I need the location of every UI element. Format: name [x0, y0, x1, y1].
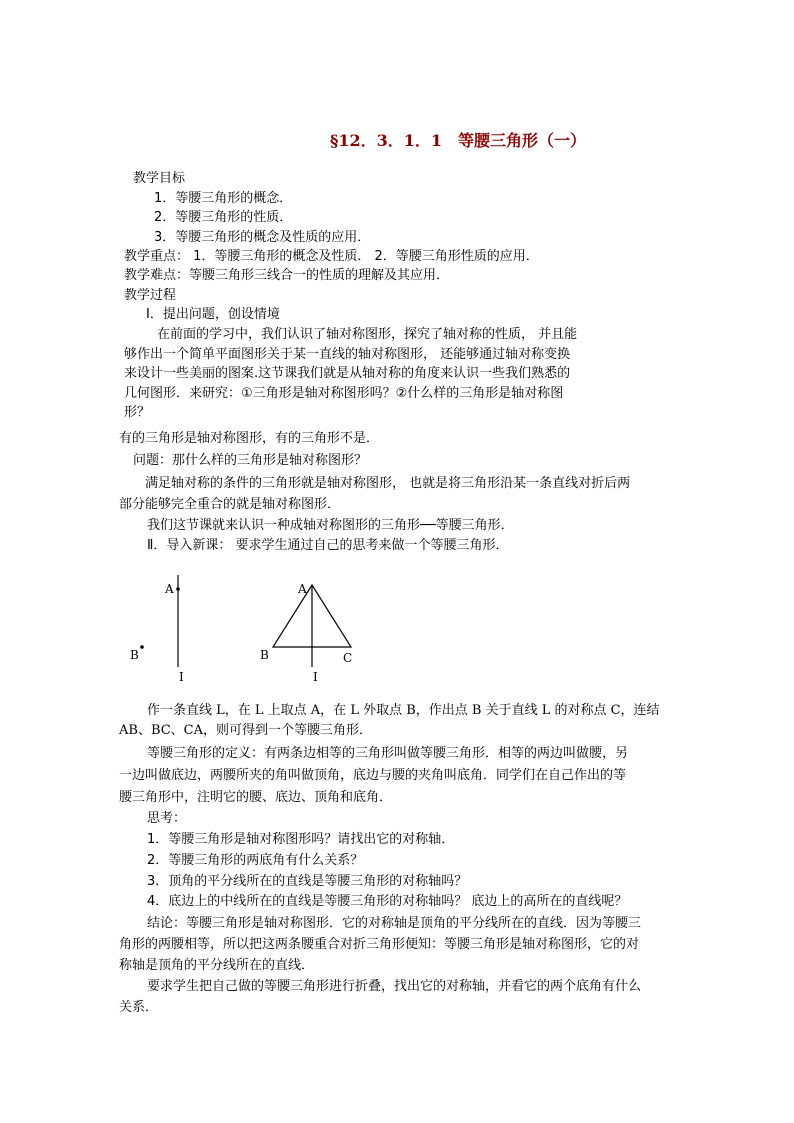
label-b-right: B	[260, 648, 269, 662]
label-b-left: B	[130, 648, 139, 662]
construction-line: AB、BC、CA，则可得到一个等腰三角形．	[119, 723, 373, 738]
section-1-heading: Ⅰ．提出问题，创设情境	[146, 307, 280, 322]
goals-heading: 教学目标	[133, 171, 186, 186]
key-points: 教学重点： 1．等腰三角形的概念及性质． 2．等腰三角形性质的应用．	[124, 249, 539, 264]
conclusion-line: 称轴是顶角的平分线所在的直线．	[119, 958, 315, 973]
point-a-left	[176, 587, 180, 591]
definition-line: 一边叫做底边，两腰所夹的角叫做顶角，底边与腰的夹角叫底角．同学们在自己作出的等	[119, 768, 627, 783]
think-item: 4．底边上的中线所在的直线是等腰三角形的对称轴吗？ 底边上的高所在的直线呢？	[147, 894, 628, 909]
section-2-heading: Ⅱ．导入新课： 要求学生通过自己的思考来做一个等腰三角形．	[147, 538, 509, 553]
point-b-left	[140, 645, 144, 649]
conclusion-line: 结论：等腰三角形是轴对称图形．它的对称轴是顶角的平分线所在的直线．因为等腰三	[147, 916, 642, 931]
think-item: 2．等腰三角形的两底角有什么关系？	[147, 853, 364, 868]
goal-item: 2．等腰三角形的性质．	[154, 210, 293, 225]
paragraph-line: 部分能够完全重合的就是轴对称图形．	[119, 497, 341, 512]
construction-figure	[120, 570, 380, 685]
paragraph-line: 在前面的学习中，我们认识了轴对称图形，探究了轴对称的性质， 并且能	[157, 327, 578, 342]
definition-line: 腰三角形中，注明它的腰、底边、顶角和底角．	[119, 790, 393, 805]
goal-item: 3．等腰三角形的概念及性质的应用．	[154, 230, 371, 245]
paragraph-line: 形？	[124, 405, 151, 420]
label-a-right: A	[298, 582, 307, 596]
label-c-right: C	[343, 651, 353, 665]
definition-line: 等腰三角形的定义：有两条边相等的三角形叫做等腰三角形．相等的两边叫做腰，另	[147, 746, 629, 761]
question-line: 问题：那什么样的三角形是轴对称图形？	[133, 453, 368, 468]
goal-item: 1．等腰三角形的概念．	[154, 191, 293, 206]
label-i-right: I	[313, 670, 318, 684]
fold-line: 关系．	[119, 1000, 159, 1015]
page-title: §12．3．1．1 等腰三角形（一）	[330, 131, 587, 150]
label-a-left: A	[165, 582, 174, 596]
difficulty: 教学难点：等腰三角形三线合一的性质的理解及其应用．	[124, 268, 450, 283]
paragraph-line: 满足轴对称的条件的三角形就是轴对称图形， 也就是将三角形沿某一条直线对折后两	[145, 476, 631, 491]
fold-line: 要求学生把自己做的等腰三角形进行折叠，找出它的对称轴，并看它的两个底角有什么	[147, 979, 642, 994]
answer-line: 有的三角形是轴对称图形，有的三角形不是．	[119, 431, 380, 446]
think-heading: 思考：	[147, 811, 187, 826]
paragraph-line: 来设计一些美丽的图案.这节课我们就是从轴对称的角度来认识一些我们熟悉的	[124, 366, 571, 381]
intro-line: 我们这节课就来认识一种成轴对称图形的三角形──等腰三角形．	[147, 518, 514, 533]
think-item: 1．等腰三角形是轴对称图形吗？请找出它的对称轴．	[147, 832, 455, 847]
paragraph-line: 够作出一个简单平面图形关于某一直线的轴对称图形， 还能够通过轴对称变换	[124, 347, 571, 362]
process-heading: 教学过程	[124, 288, 177, 303]
label-i-left: I	[179, 670, 184, 684]
think-item: 3．顶角的平分线所在的直线是等腰三角形的对称轴吗？	[147, 874, 468, 889]
paragraph-line: 几何图形．来研究：①三角形是轴对称图形吗？②什么样的三角形是轴对称图	[124, 386, 564, 401]
conclusion-line: 角形的两腰相等，所以把这两条腰重合对折三角形便知：等腰三角形是轴对称图形，它的对	[119, 937, 640, 952]
construction-line: 作一条直线 L，在 L 上取点 A，在 L 外取点 B，作出点 B 关于直线 L 的对称点 C，连结	[147, 703, 660, 718]
